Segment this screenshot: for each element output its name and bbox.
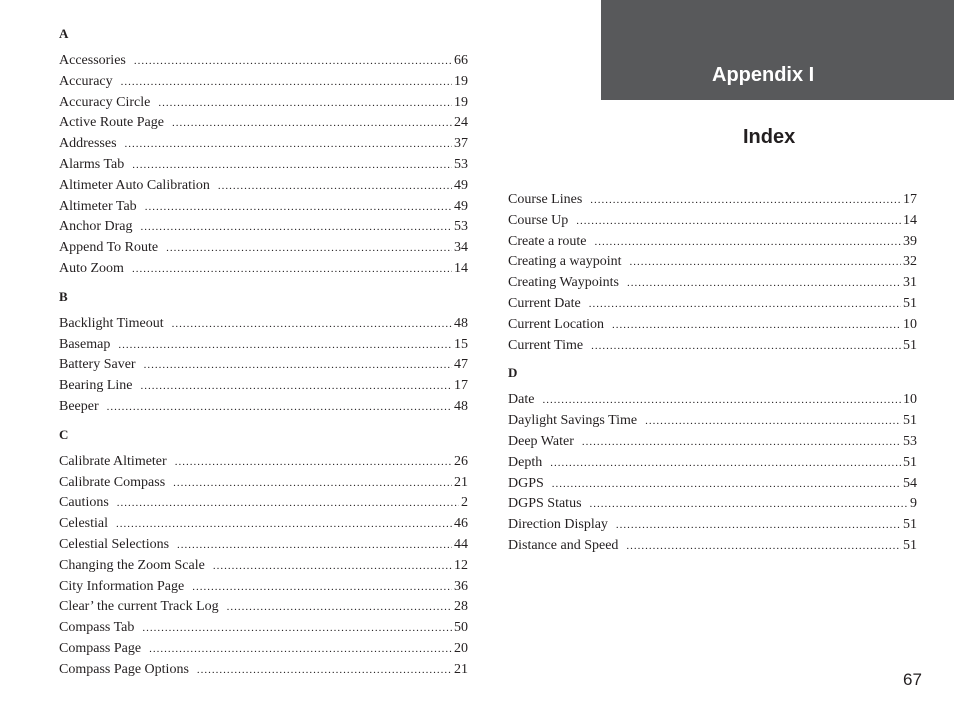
index-page-ref: 14: [454, 260, 468, 276]
index-term: Clear’ the current Track Log: [59, 599, 219, 615]
section-letter: B: [59, 288, 68, 304]
index-page-ref: 34: [454, 240, 468, 256]
dot-leader: [134, 51, 452, 72]
index-term: Course Up: [508, 212, 569, 228]
index-term: Active Route Page: [59, 115, 164, 131]
index-entry: [59, 597, 468, 618]
index-entry: [59, 577, 468, 598]
index-page-ref: 47: [454, 357, 468, 373]
dot-leader: [612, 315, 901, 336]
index-entry: [508, 536, 917, 557]
index-column-left: [59, 25, 468, 681]
index-term: Current Time: [508, 337, 584, 353]
index-term: Course Lines: [508, 192, 583, 207]
dot-leader: [630, 252, 901, 273]
index-page-ref: 51: [903, 454, 917, 470]
index-page-ref: 49: [454, 177, 468, 193]
index-term: Creating Waypoints: [508, 275, 619, 291]
dot-leader: [121, 72, 452, 93]
dot-leader: [132, 259, 452, 280]
index-page-ref: 54: [903, 475, 917, 491]
index-term: DGPS: [508, 475, 544, 491]
index-entry: [508, 273, 917, 294]
appendix-title: Appendix I: [712, 64, 815, 86]
index-term: Creating a waypoint: [508, 254, 622, 270]
index-entry: [59, 355, 468, 376]
index-entry: [508, 453, 917, 474]
section-letter: C: [59, 426, 69, 442]
index-entry: [59, 93, 468, 114]
index-term: Bearing Line: [59, 378, 133, 394]
index-page-ref: 36: [454, 578, 468, 594]
dot-leader: [192, 577, 452, 598]
index-entry: [508, 211, 917, 232]
index-term: Distance and Speed: [508, 537, 619, 553]
dot-leader: [166, 238, 452, 259]
index-page-ref: 15: [454, 336, 468, 352]
index-term: Changing the Zoom Scale: [59, 557, 205, 573]
index-page-ref: 53: [903, 433, 917, 449]
index-entry: [59, 473, 468, 494]
dot-leader: [149, 639, 452, 660]
index-entry: [59, 376, 468, 397]
index-page-ref: 49: [454, 198, 468, 214]
index-page-ref: 9: [910, 496, 917, 512]
index-page-ref: 24: [454, 115, 468, 131]
index-page-ref: 17: [903, 192, 917, 207]
section-letter: A: [59, 26, 69, 41]
index-entry: [59, 535, 468, 556]
index-page-ref: 48: [454, 398, 468, 414]
index-page-ref: 12: [454, 557, 468, 573]
index-entry: [508, 494, 917, 515]
index-page-ref: 19: [454, 73, 468, 89]
index-page-ref: 31: [903, 275, 917, 291]
section-letter: D: [508, 365, 518, 381]
index-column-right: [508, 190, 917, 557]
index-page-ref: 19: [454, 94, 468, 110]
index-term: DGPS Status: [508, 496, 582, 512]
index-entry: [508, 336, 917, 357]
index-term: Celestial Selections: [59, 536, 170, 552]
index-entry: [508, 515, 917, 536]
dot-leader: [589, 294, 901, 315]
index-entry: [59, 452, 468, 473]
index-entry: [59, 493, 468, 514]
dot-leader: [626, 536, 901, 557]
index-page-ref: 51: [903, 517, 917, 533]
dot-leader: [595, 232, 901, 253]
index-term: Date: [508, 392, 535, 408]
index-page-ref: 44: [454, 536, 468, 552]
index-page-ref: 14: [903, 212, 917, 228]
dot-leader: [552, 474, 901, 495]
index-term: Calibrate Compass: [59, 474, 166, 490]
dot-leader: [140, 217, 452, 238]
index-term: Compass Page Options: [59, 661, 189, 677]
dot-leader: [116, 514, 452, 535]
dot-leader: [197, 660, 452, 681]
index-page-ref: 39: [903, 233, 917, 249]
index-page-ref: 32: [903, 254, 917, 270]
index-term: Current Location: [508, 316, 605, 332]
index-entry: [508, 190, 917, 211]
index-entry: [59, 197, 468, 218]
dot-leader: [627, 273, 901, 294]
index-page-ref: 2: [461, 495, 468, 511]
dot-leader: [132, 155, 452, 176]
index-term: Addresses: [59, 136, 117, 152]
index-page-ref: 53: [454, 156, 468, 172]
index-page-ref: 17: [454, 378, 468, 394]
dot-leader: [117, 493, 459, 514]
index-title: Index: [743, 126, 796, 148]
index-page-ref: 10: [903, 392, 917, 408]
index-entry: [508, 390, 917, 411]
dot-leader: [576, 211, 901, 232]
index-term: Battery Saver: [59, 357, 136, 373]
dot-leader: [227, 597, 452, 618]
index-term: Append To Route: [59, 240, 159, 256]
index-entry: [508, 432, 917, 453]
index-entry: [508, 411, 917, 432]
index-page-ref: 37: [454, 136, 468, 152]
dot-leader: [142, 618, 452, 639]
dot-leader: [118, 335, 452, 356]
index-page-ref: 26: [454, 453, 468, 469]
index-term: Create a route: [508, 233, 587, 249]
index-term: Calibrate Altimeter: [59, 453, 167, 469]
index-entry: [59, 335, 468, 356]
index-term: Accuracy Circle: [59, 94, 151, 110]
index-entry: [508, 294, 917, 315]
index-term: Deep Water: [508, 433, 574, 449]
dot-leader: [590, 190, 901, 211]
index-term: Backlight Timeout: [59, 315, 164, 331]
index-entry: [59, 217, 468, 238]
index-entry: [59, 397, 468, 418]
index-entry: [59, 639, 468, 660]
dot-leader: [591, 336, 901, 357]
index-term: Anchor Drag: [59, 219, 133, 235]
dot-leader: [144, 355, 452, 376]
index-term: Altimeter Tab: [59, 198, 137, 214]
index-page-ref: 51: [903, 295, 917, 311]
index-term: Depth: [508, 454, 543, 470]
index-term: Accessories: [59, 53, 126, 68]
dot-leader: [582, 432, 901, 453]
index-term: City Information Page: [59, 578, 185, 594]
index-page-ref: 51: [903, 413, 917, 429]
index-term: Celestial: [59, 516, 108, 532]
dot-leader: [172, 314, 452, 335]
index-entry: [59, 618, 468, 639]
index-entry: [508, 252, 917, 273]
dot-leader: [125, 134, 452, 155]
index-entry: [59, 51, 468, 72]
index-page-ref: 21: [454, 661, 468, 677]
index-entry: [59, 155, 468, 176]
index-page-ref: 10: [903, 316, 917, 332]
index-term: Compass Tab: [59, 620, 135, 636]
index-term: Basemap: [59, 336, 111, 352]
index-page-ref: 66: [454, 53, 468, 68]
index-entry: [59, 556, 468, 577]
index-entry: [508, 474, 917, 495]
dot-leader: [172, 113, 452, 134]
dot-leader: [590, 494, 908, 515]
dot-leader: [645, 411, 901, 432]
dot-leader: [175, 452, 452, 473]
index-page-ref: 51: [903, 537, 917, 553]
index-term: Compass Page: [59, 640, 142, 656]
index-page-ref: 46: [454, 516, 468, 532]
dot-leader: [218, 176, 452, 197]
index-page-ref: 50: [454, 620, 468, 636]
index-term: Altimeter Auto Calibration: [59, 177, 210, 193]
index-entry: [508, 232, 917, 253]
index-entry: [59, 113, 468, 134]
index-page-ref: 48: [454, 315, 468, 331]
dot-leader: [173, 473, 452, 494]
index-page-ref: 28: [454, 599, 468, 615]
index-term: Direction Display: [508, 517, 608, 533]
dot-leader: [177, 535, 452, 556]
index-page-ref: 53: [454, 219, 468, 235]
dot-leader: [213, 556, 452, 577]
dot-leader: [550, 453, 901, 474]
index-page-ref: 21: [454, 474, 468, 490]
index-entry: [59, 72, 468, 93]
dot-leader: [158, 93, 452, 114]
index-entry: [59, 176, 468, 197]
index-entry: [508, 315, 917, 336]
index-page-ref: 20: [454, 640, 468, 656]
index-term: Daylight Savings Time: [508, 413, 638, 429]
dot-leader: [145, 197, 452, 218]
index-term: Alarms Tab: [59, 156, 125, 172]
index-entry: [59, 238, 468, 259]
index-entry: [59, 660, 468, 681]
dot-leader: [542, 390, 901, 411]
index-term: Cautions: [59, 495, 109, 511]
index-term: Beeper: [59, 398, 99, 414]
dot-leader: [107, 397, 452, 418]
index-term: Accuracy: [59, 73, 113, 89]
page-number: 67: [903, 670, 922, 689]
index-term: Current Date: [508, 295, 581, 311]
index-page-ref: 51: [903, 337, 917, 353]
index-entry: [59, 514, 468, 535]
index-entry: [59, 259, 468, 280]
index-term: Auto Zoom: [59, 260, 124, 276]
dot-leader: [616, 515, 901, 536]
index-entry: [59, 314, 468, 335]
dot-leader: [140, 376, 452, 397]
index-entry: [59, 134, 468, 155]
